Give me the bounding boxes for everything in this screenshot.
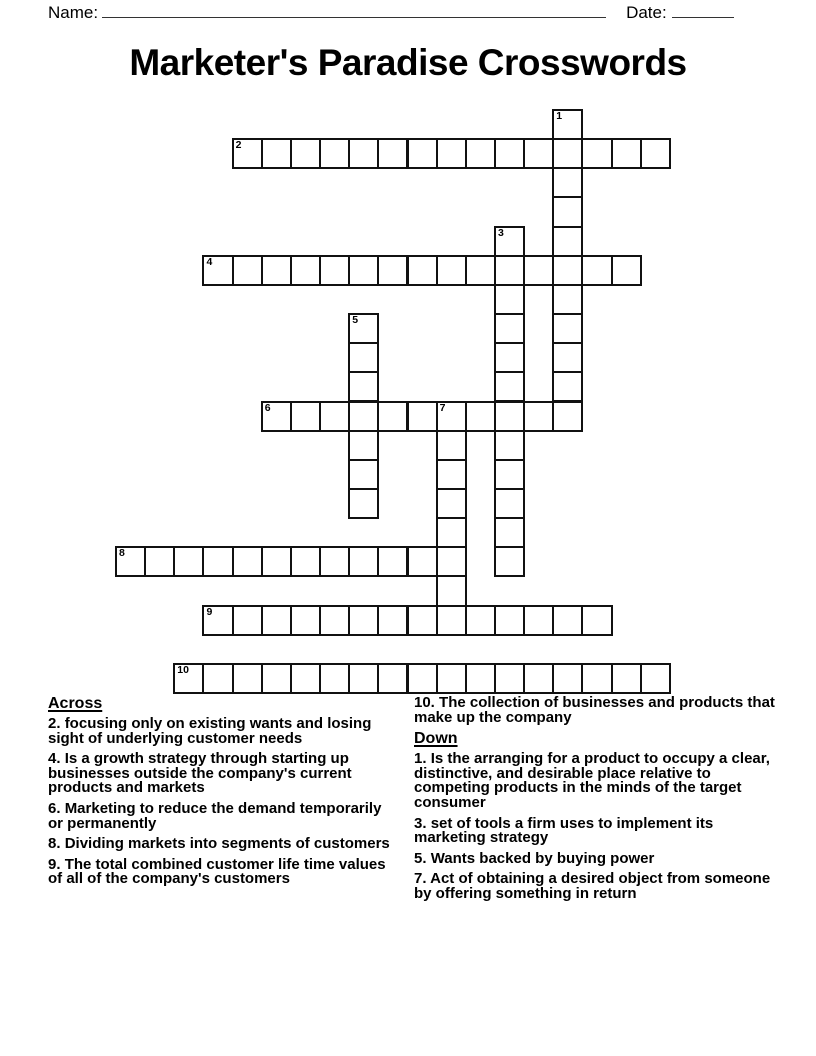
grid-cell[interactable] [552, 342, 583, 373]
clue-text: The total combined customer life time values of all of the company's customers [48, 855, 386, 888]
grid-cell[interactable] [202, 546, 233, 577]
grid-cell[interactable] [552, 255, 583, 286]
clue-column-left [48, 696, 396, 908]
grid-cell[interactable] [552, 663, 583, 694]
clue-item [48, 752, 396, 796]
grid-cell[interactable] [319, 605, 350, 636]
grid-cell[interactable] [202, 663, 233, 694]
clue-text: Is a growth strategy through starting up businesses outside the company's current products and markets [48, 750, 352, 797]
grid-cell[interactable] [377, 546, 408, 577]
grid-cell[interactable] [494, 605, 525, 636]
grid-cell[interactable] [348, 488, 379, 519]
grid-cell[interactable] [348, 430, 379, 461]
grid-cell[interactable] [348, 313, 379, 344]
grid-cell[interactable] [144, 546, 175, 577]
grid-cell[interactable] [552, 138, 583, 169]
cell-number-label: 5 [352, 314, 359, 327]
grid-cell[interactable] [552, 401, 583, 432]
cell-number-label: 1 [556, 110, 563, 122]
grid-cell[interactable] [552, 284, 583, 315]
grid-cell[interactable] [436, 401, 467, 432]
cell-number-label: 6 [264, 401, 271, 414]
grid-cell[interactable] [232, 138, 263, 169]
grid-cell[interactable] [319, 546, 350, 577]
grid-cell[interactable] [407, 138, 438, 169]
grid-cell[interactable] [261, 138, 292, 169]
clue-item [48, 799, 396, 832]
grid-cell[interactable] [348, 546, 379, 577]
grid-cell[interactable] [202, 605, 233, 636]
date-label: Date: [626, 3, 667, 22]
grid-cell[interactable] [494, 663, 525, 694]
section-heading-down: Down [414, 730, 458, 748]
grid-cell[interactable] [290, 663, 321, 694]
grid-cell[interactable] [173, 546, 204, 577]
grid-cell[interactable] [290, 138, 321, 169]
grid-cell[interactable] [552, 196, 583, 227]
cell-number-label: 10 [177, 663, 189, 676]
clue-item [414, 814, 786, 847]
grid-cell[interactable] [465, 605, 496, 636]
clue-number: 9. [48, 855, 65, 873]
clue-item [414, 752, 786, 810]
clue-text: Marketing to reduce the demand temporarily or permanently [48, 799, 382, 832]
clue-text: The collection of businesses and products that make up the company [414, 694, 775, 726]
grid-cell[interactable] [494, 342, 525, 373]
grid-cell[interactable] [581, 663, 612, 694]
grid-cell[interactable] [494, 371, 525, 402]
name-label: Name: [48, 3, 99, 22]
clue-text: focusing only on existing wants and losing sight of underlying customer needs [48, 715, 372, 747]
grid-cell[interactable] [377, 255, 408, 286]
grid-cell[interactable] [377, 663, 408, 694]
grid-cell[interactable] [494, 401, 525, 432]
grid-cell[interactable] [494, 226, 525, 257]
clue-text: Dividing markets into segments of customers [64, 835, 390, 853]
clue-number: 7. [414, 870, 431, 888]
grid-cell[interactable] [552, 109, 583, 140]
grid-cell[interactable] [290, 605, 321, 636]
grid-cell[interactable] [436, 430, 467, 461]
grid-cell[interactable] [436, 663, 467, 694]
grid-cell[interactable] [523, 401, 554, 432]
grid-cell[interactable] [377, 138, 408, 169]
grid-cell[interactable] [436, 546, 467, 577]
grid-cell[interactable] [319, 255, 350, 286]
grid-cell[interactable] [348, 605, 379, 636]
grid-cell[interactable] [611, 255, 642, 286]
grid-cell[interactable] [261, 546, 292, 577]
clue-column-right [414, 696, 786, 908]
grid-cell[interactable] [261, 663, 292, 694]
grid-cell[interactable] [436, 459, 467, 490]
grid-cell[interactable] [581, 605, 612, 636]
grid-cell[interactable] [407, 663, 438, 694]
grid-cell[interactable] [436, 517, 467, 548]
grid-cell[interactable] [581, 138, 612, 169]
grid-cell[interactable] [348, 255, 379, 286]
grid-cell[interactable] [232, 546, 263, 577]
grid-cell[interactable] [552, 313, 583, 344]
grid-cell[interactable] [494, 284, 525, 315]
grid-cell[interactable] [232, 605, 263, 636]
clue-number: 4. [48, 750, 65, 768]
clue-item [48, 717, 396, 746]
clue-item [414, 696, 786, 725]
clue-text: Wants backed by buying power [430, 849, 655, 867]
grid-cell[interactable] [232, 255, 263, 286]
clue-item [48, 855, 396, 888]
grid-cell[interactable] [348, 663, 379, 694]
page-title: Marketer's Paradise Crosswords [129, 42, 687, 83]
grid-cell[interactable] [465, 255, 496, 286]
grid-cell[interactable] [290, 255, 321, 286]
grid-cell[interactable] [494, 430, 525, 461]
grid-cell[interactable] [377, 605, 408, 636]
grid-cell[interactable] [348, 371, 379, 402]
clue-number: 2. [48, 715, 65, 732]
grid-cell[interactable] [552, 605, 583, 636]
grid-cell[interactable] [348, 459, 379, 490]
clue-number: 8. [48, 835, 65, 853]
grid-cell[interactable] [407, 255, 438, 286]
grid-cell[interactable] [319, 138, 350, 169]
grid-cell[interactable] [348, 342, 379, 373]
grid-cell[interactable] [494, 459, 525, 490]
grid-cell[interactable] [552, 167, 583, 198]
grid-cell[interactable] [552, 226, 583, 257]
grid-cell[interactable] [232, 663, 263, 694]
cell-number-label: 4 [206, 255, 213, 268]
grid-cell[interactable] [494, 138, 525, 169]
grid-cell[interactable] [611, 138, 642, 169]
grid-cell[interactable] [173, 663, 204, 694]
grid-cell[interactable] [494, 255, 525, 286]
grid-cell[interactable] [465, 138, 496, 169]
clue-item [48, 837, 396, 852]
grid-cell[interactable] [494, 517, 525, 548]
grid-cell[interactable] [552, 371, 583, 402]
clue-number: 5. [414, 849, 431, 867]
grid-cell[interactable] [523, 138, 554, 169]
grid-cell[interactable] [290, 546, 321, 577]
grid-cell[interactable] [436, 488, 467, 519]
clue-text: Is the arranging for a product to occupy a clear, distinctive, and desirable place relative to competing products in the minds of the target consumer [414, 750, 770, 811]
grid-cell[interactable] [261, 605, 292, 636]
grid-cell[interactable] [436, 255, 467, 286]
grid-cell[interactable] [261, 255, 292, 286]
clue-item [414, 872, 786, 901]
grid-cell[interactable] [465, 663, 496, 694]
cell-number-label: 2 [235, 139, 242, 152]
clue-section [48, 696, 792, 908]
clue-number: 1. [414, 750, 431, 768]
grid-cell[interactable] [523, 605, 554, 636]
grid-cell[interactable] [290, 401, 321, 432]
section-heading-across: Across [48, 695, 103, 712]
clue-text: set of tools a firm uses to implement its marketing strategy [414, 814, 714, 847]
grid-cell[interactable] [523, 255, 554, 286]
clue-item [414, 849, 786, 867]
clue-number: 6. [48, 799, 65, 817]
grid-cell[interactable] [319, 401, 350, 432]
grid-cell[interactable] [436, 138, 467, 169]
grid-cell[interactable] [436, 605, 467, 636]
grid-cell[interactable] [319, 663, 350, 694]
grid-cell[interactable] [261, 401, 292, 432]
clue-number: 10. [414, 694, 440, 711]
grid-cell[interactable] [348, 401, 379, 432]
grid-cell[interactable] [436, 575, 467, 606]
grid-cell[interactable] [348, 138, 379, 169]
grid-cell[interactable] [581, 255, 612, 286]
grid-cell[interactable] [494, 488, 525, 519]
grid-cell[interactable] [494, 313, 525, 344]
clue-text: Act of obtaining a desired object from someone by offering something in return [414, 870, 771, 902]
grid-cell[interactable] [465, 401, 496, 432]
grid-cell[interactable] [640, 138, 671, 169]
grid-cell[interactable] [377, 401, 408, 432]
grid-cell[interactable] [407, 605, 438, 636]
cell-number-label: 9 [206, 605, 213, 618]
grid-cell[interactable] [640, 663, 671, 694]
cell-number-label: 3 [497, 226, 504, 239]
clue-number: 3. [414, 814, 431, 832]
grid-cell[interactable] [115, 546, 146, 577]
grid-cell[interactable] [202, 255, 233, 286]
grid-cell[interactable] [407, 546, 438, 577]
grid-cell[interactable] [611, 663, 642, 694]
grid-cell[interactable] [494, 546, 525, 577]
grid-cell[interactable] [407, 401, 438, 432]
grid-cell[interactable] [523, 663, 554, 694]
cell-number-label: 8 [119, 547, 125, 560]
cell-number-label: 7 [439, 401, 446, 414]
